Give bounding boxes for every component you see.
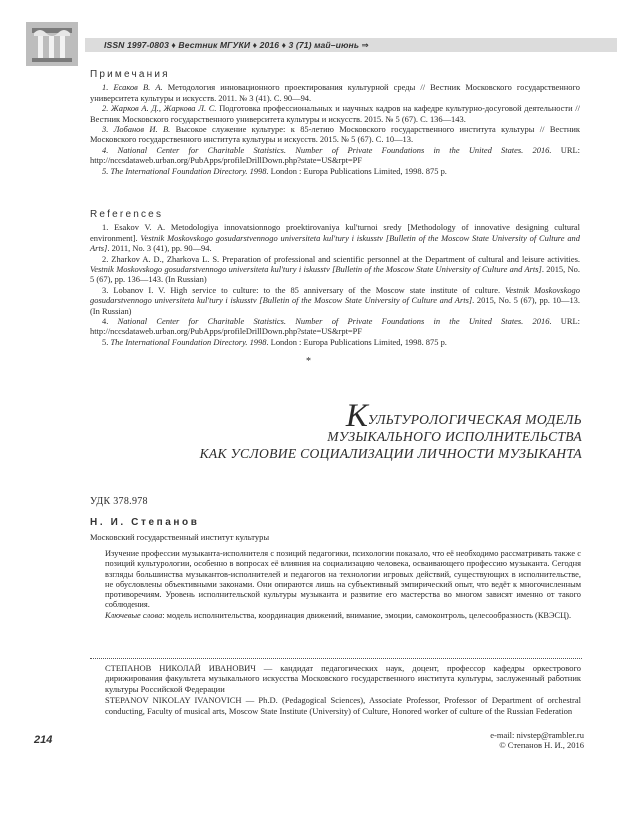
article-title bbox=[110, 398, 582, 462]
copyright: © Степанов Н. И., 2016 bbox=[499, 740, 584, 751]
dotted-divider bbox=[90, 658, 582, 659]
title-line-3: КАК УСЛОВИЕ СОЦИАЛИЗАЦИИ ЛИЧНОСТИ МУЗЫКАНТА bbox=[199, 446, 582, 461]
title-initial: К bbox=[345, 398, 368, 434]
journal-logo-icon bbox=[26, 22, 78, 66]
page-number: 214 bbox=[34, 734, 53, 746]
notes-section bbox=[90, 70, 580, 176]
reference-item: 3. Lobanov I. V. High service to culture: to the 85 anniversary of the Moscow state institute of culture. Vestnik Moskovskogo gosudarstvennogo universiteta kul'tury i iskusstv [Bulletin of the Moscow State University of Culture and Arts]. 2015, No. 5 (67), pp. 10—13. (In Russian) bbox=[90, 284, 580, 316]
notes-heading: Примечания bbox=[90, 69, 170, 80]
note-item: 4. National Center for Charitable Statistics. Number of Private Foundations in the United States. 2016. URL: http://nccsdataweb.urban.org/PubApps/profileDrillDown.php?state=US&rpt=PF bbox=[90, 144, 580, 166]
title-line-1: УЛЬТУРОЛОГИЧЕСКАЯ МОДЕЛЬ bbox=[367, 412, 582, 427]
reference-item: 5. The International Foundation Directory. 1998. London : Europa Publications Limited, 1998. 875 p. bbox=[102, 336, 447, 347]
contact-block bbox=[490, 730, 584, 751]
running-title: ISSN 1997-0803 ♦ Вестник МГУКИ ♦ 2016 ♦ 3 (71) май–июнь ⇒ bbox=[104, 40, 369, 50]
udk-code: УДК 378.978 bbox=[90, 496, 148, 507]
note-item: 1. Есаков В. А. Методология инновационного проектирования культурной среды // Вестник Московского государственного университета культуры и искусств. 2011. № 3 (41). С. 90—94. bbox=[90, 82, 580, 103]
title-line-2: МУЗЫКАЛЬНОГО ИСПОЛНИТЕЛЬСТВА bbox=[327, 429, 582, 444]
reference-item: 1. Esakov V. A. Metodologiya innovatsionnogo proektirovaniya kul'turnoi sredy [Methodology of innovative designing cultural environment]. Vestnik Moskovskogo gosudarstvennogo universiteta kul'tury i iskusstv [Bulletin of the Moscow State University of Culture and Arts]. 2011, No. 3 (41), pp. 90—94. bbox=[90, 222, 580, 254]
reference-item: 2. Zharkov A. D., Zharkova L. S. Preparation of professional and scientific personnel at the Department of cultural and leisure activities. Vestnik Moskovskogo gosudarstvennogo universiteta kul'tury i iskusstv [Bulletin of the Moscow State University of Culture and Arts]. 2015, No. 5 (67), pp. 136—143. (In Russian) bbox=[90, 253, 580, 285]
reference-item: 4. National Center for Charitable Statistics. Number of Private Foundations in the United States. 2016. URL: http://nccsdataweb.urban.org/PubApps/profileDrillDown.php?state=US&rpt=PF bbox=[90, 316, 580, 337]
abstract-text: Изучение профессии музыканта-исполнителя с позиций педагогики, психологии показало, что её необходимо рассматривать также с позиций культурологии, особенно в вопросах её влияния на социализацию человека, осваивающего профессию музыканта. Сегодня взгляды большинства музыкантов-исполнителей и педагогов на технологии игровых действий, существующих в исполнительстве, не обусловлены объективными законами. Они опираются лишь на субъективный эмпирический опыт, что ведёт к многочисленным противоречиям. Уровень исполнительской культуры музыканта и развитие его мастерства во многом зависят именно от такого соблюдения. bbox=[105, 549, 581, 610]
note-item: 5. The International Foundation Directory. 1998. London : Europa Publications Limited, 1998. 875 p. bbox=[102, 165, 447, 176]
references-section bbox=[90, 210, 580, 347]
abstract bbox=[105, 549, 581, 621]
bio-ru: СТЕПАНОВ НИКОЛАЙ ИВАНОВИЧ — кандидат педагогических наук, доцент, профессор кафедры оркестрового дирижирования факультета музыкального искусства Московского государственного института культуры, заслуженный работник культуры Российской Федерации bbox=[105, 663, 581, 694]
page-header bbox=[0, 0, 617, 66]
author-name: Н. И. Степанов bbox=[90, 517, 200, 528]
author-email: e-mail: nivstep@rambler.ru bbox=[490, 730, 584, 740]
bio-en: STEPANOV NIKOLAY IVANOVICH — Ph.D. (Pedagogical Sciences), Associate Professor, Professor of Department of orchestral conducting, Faculty of musical arts, Moscow State Institute (University) of Culture, Honored worker of culture of the Russian Federation bbox=[105, 695, 581, 716]
section-separator: * bbox=[306, 356, 311, 367]
author-bio bbox=[105, 663, 581, 716]
author-affiliation: Московский государственный институт культуры bbox=[90, 532, 270, 542]
note-item: 2. Жарков А. Д., Жаркова Л. С. Подготовка профессиональных и научных кадров на кафедре культурно-досуговой деятельности // Вестник Московского государственного университета культуры и искусств. 2015. № 5 (67). С. 136—143. bbox=[90, 103, 580, 124]
note-item: 3. Лобанов И. В. Высокое служение культуре: к 85-летию Московского государственного института культуры // Вестник Московского государственного института культуры и искусств. 2015. № 5 (67). С. 10—13. bbox=[90, 124, 580, 145]
keywords: Ключевые слова: модель исполнительства, координация движений, внимание, эмоции, самоконтроль, целесообразность (КВЭСЦ). bbox=[105, 610, 572, 620]
references-heading: References bbox=[90, 209, 164, 220]
